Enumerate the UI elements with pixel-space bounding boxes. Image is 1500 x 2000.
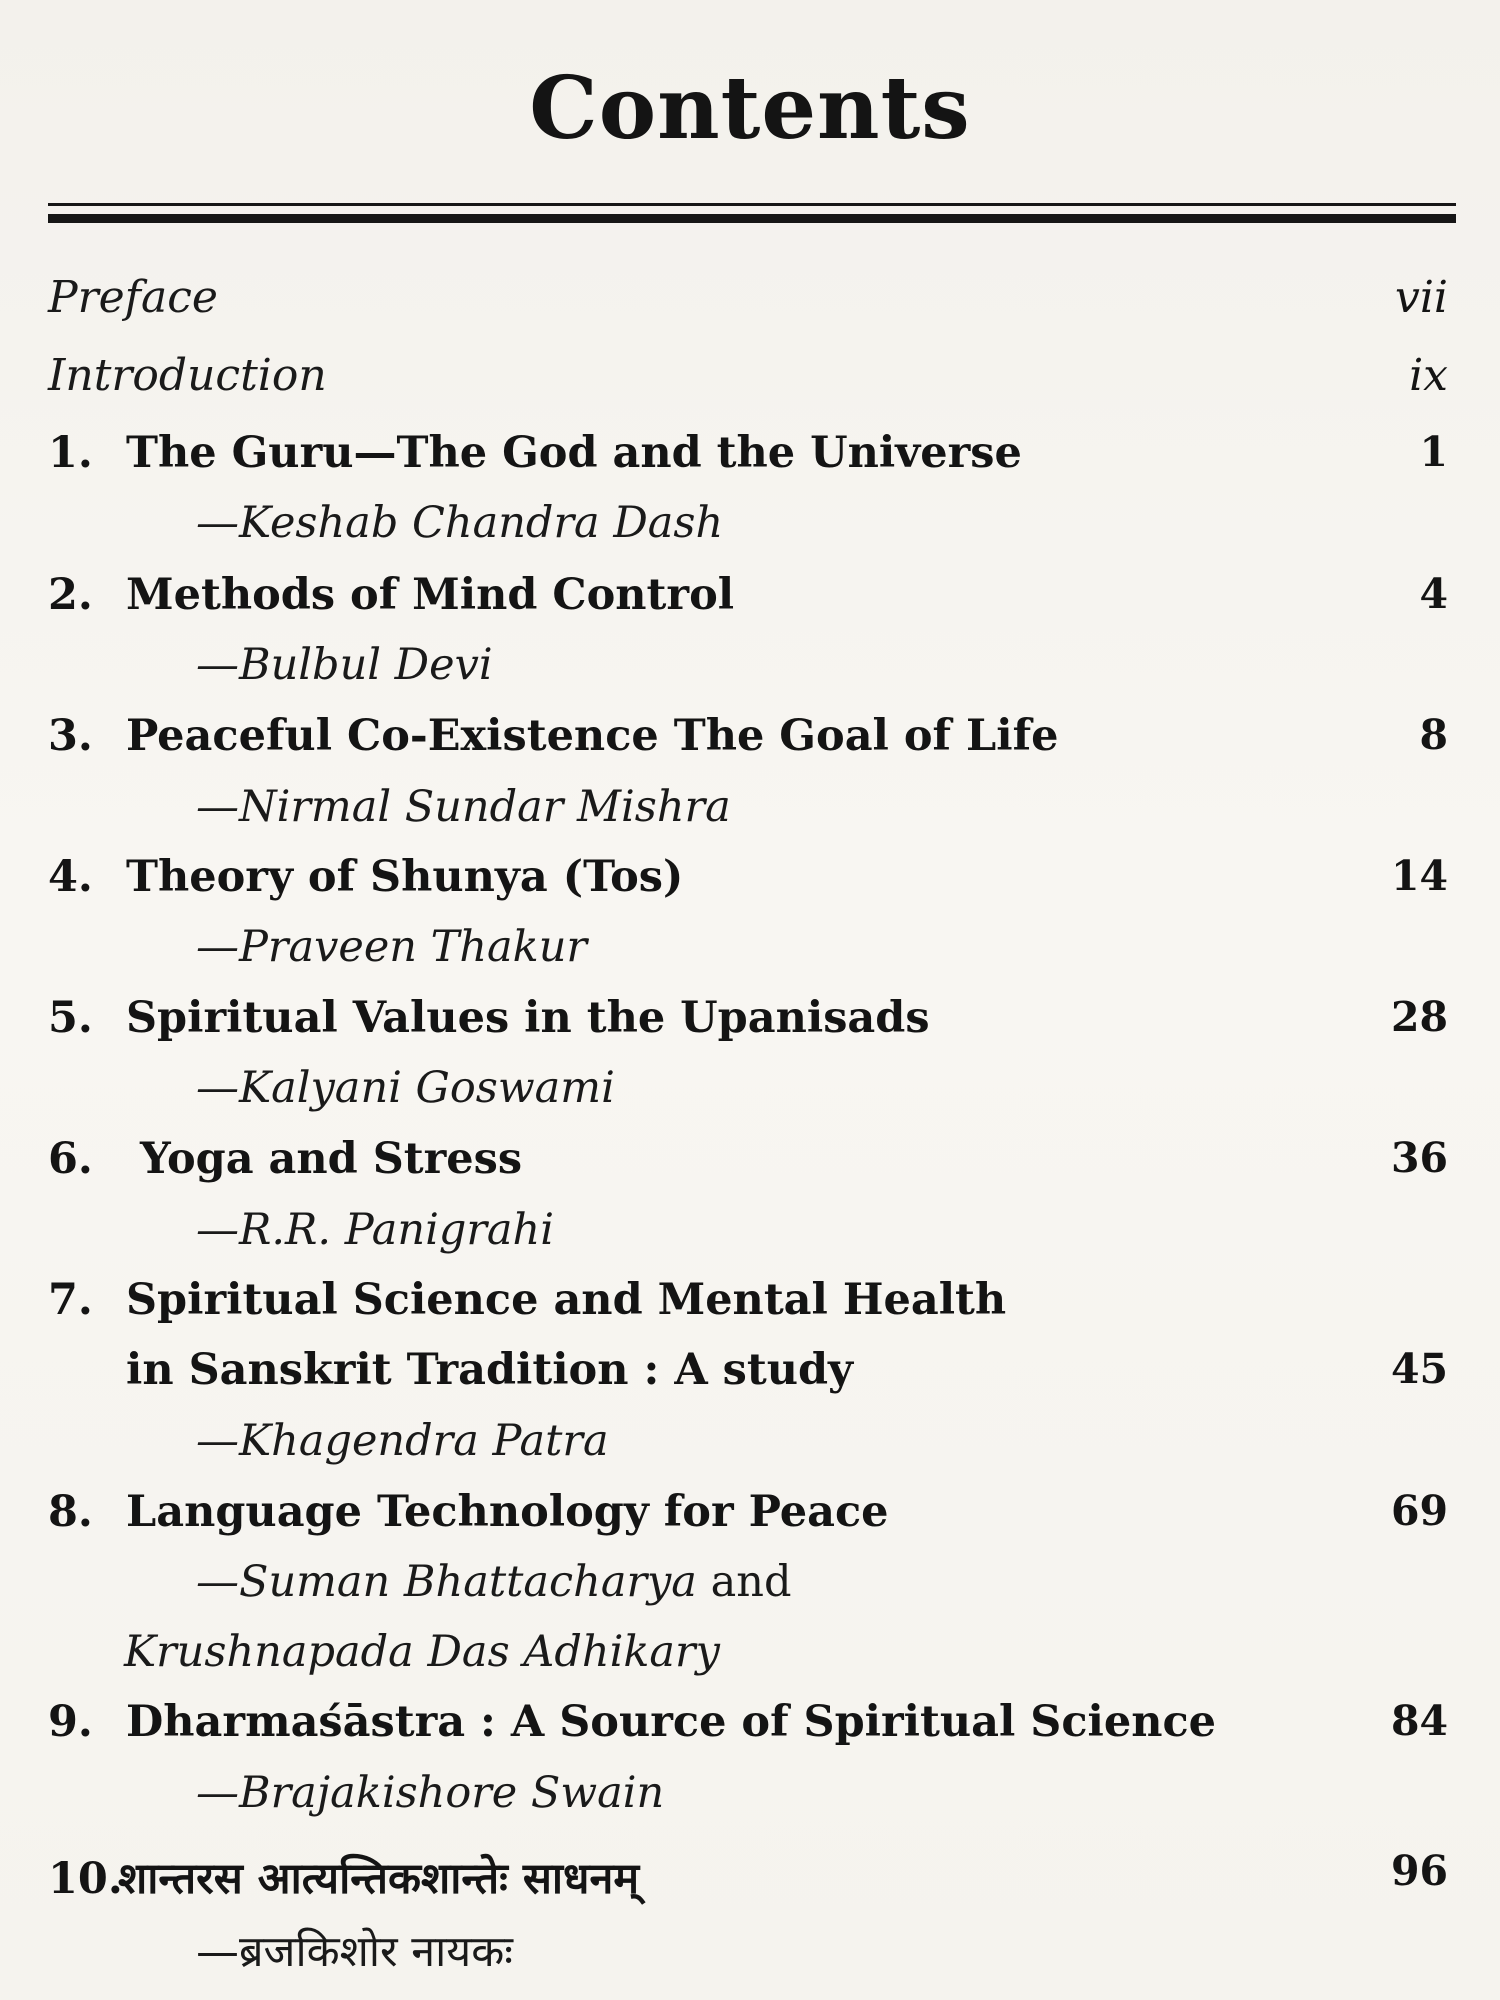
author-joiner: and — [710, 1557, 792, 1607]
entry-page: 69 — [1390, 1487, 1448, 1535]
entry-page: 45 — [1390, 1345, 1448, 1393]
toc-preface-page: vii — [1394, 272, 1448, 323]
author-name-1: —Suman Bhattacharya — [196, 1557, 697, 1607]
entry-number: 2. — [48, 570, 93, 620]
entry-author: —Brajakishore Swain — [196, 1768, 665, 1818]
entry-page: 14 — [1390, 852, 1448, 900]
toc-entry-10 — [48, 1847, 639, 1906]
entry-title: Dharmaśāstra : A Source of Spiritual Science — [126, 1697, 1217, 1747]
entry-page: 28 — [1390, 993, 1448, 1041]
toc-introduction-label: Introduction — [48, 350, 327, 401]
entry-number: 9. — [48, 1697, 93, 1747]
entry-title: The Guru—The God and the Universe — [126, 428, 1022, 478]
toc-entry-7 — [48, 1275, 1006, 1325]
entry-title-line1: Spiritual Science and Mental Health — [126, 1275, 1007, 1325]
author-name-2: Krushnapada Das Adhikary — [124, 1627, 720, 1677]
entry-title: शान्तरस आत्यन्तिकशान्तेः साधनम् — [118, 1854, 640, 1904]
entry-number: 1. — [48, 428, 93, 478]
entry-author: —R.R. Panigrahi — [196, 1205, 555, 1255]
toc-entry-6 — [48, 1134, 522, 1184]
entry-number: 6. — [48, 1134, 93, 1184]
entry-title: Language Technology for Peace — [126, 1487, 889, 1537]
entry-title: Yoga and Stress — [140, 1134, 523, 1184]
toc-entry-4 — [48, 852, 683, 902]
entry-page: 1 — [1419, 428, 1448, 476]
entry-author: —Nirmal Sundar Mishra — [196, 782, 731, 832]
entry-title: Theory of Shunya (Tos) — [126, 852, 684, 902]
toc-introduction-page: ix — [1409, 350, 1448, 401]
entry-author: —ब्रजकिशोर नायकः — [196, 1927, 513, 1977]
entry-number: 4. — [48, 852, 93, 902]
toc-entry-5 — [48, 993, 930, 1043]
title-rule-thin — [48, 203, 1456, 206]
toc-entry-9 — [48, 1697, 1216, 1747]
entry-author — [196, 1557, 791, 1607]
entry-title: Spiritual Values in the Upanisads — [126, 993, 930, 1043]
entry-number: 3. — [48, 711, 93, 761]
entry-author: —Keshab Chandra Dash — [196, 498, 724, 548]
entry-page: 84 — [1390, 1697, 1448, 1745]
entry-number: 7. — [48, 1275, 93, 1325]
toc-preface-label: Preface — [48, 272, 218, 323]
entry-title: Methods of Mind Control — [126, 570, 735, 620]
toc-entry-8 — [48, 1487, 889, 1537]
entry-author: —Praveen Thakur — [196, 922, 587, 972]
entry-number: 5. — [48, 993, 93, 1043]
entry-author: —Khagendra Patra — [196, 1416, 609, 1466]
entry-author: —Kalyani Goswami — [196, 1063, 615, 1113]
title-rule-thick — [48, 214, 1456, 223]
toc-entry-1 — [48, 428, 1022, 478]
entry-page: 4 — [1419, 570, 1448, 618]
entry-page: 36 — [1390, 1134, 1448, 1182]
entry-number: 8. — [48, 1487, 93, 1537]
entry-title: Peaceful Co-Existence The Goal of Life — [126, 711, 1059, 761]
entry-number: 10. — [48, 1854, 123, 1904]
entry-page: 96 — [1390, 1847, 1448, 1895]
entry-page: 8 — [1419, 711, 1448, 759]
toc-entry-2 — [48, 570, 734, 620]
entry-author: —Bulbul Devi — [196, 640, 493, 690]
toc-entry-3 — [48, 711, 1058, 761]
entry-title-line2: in Sanskrit Tradition : A study — [126, 1345, 854, 1395]
page-title: Contents — [529, 58, 971, 159]
